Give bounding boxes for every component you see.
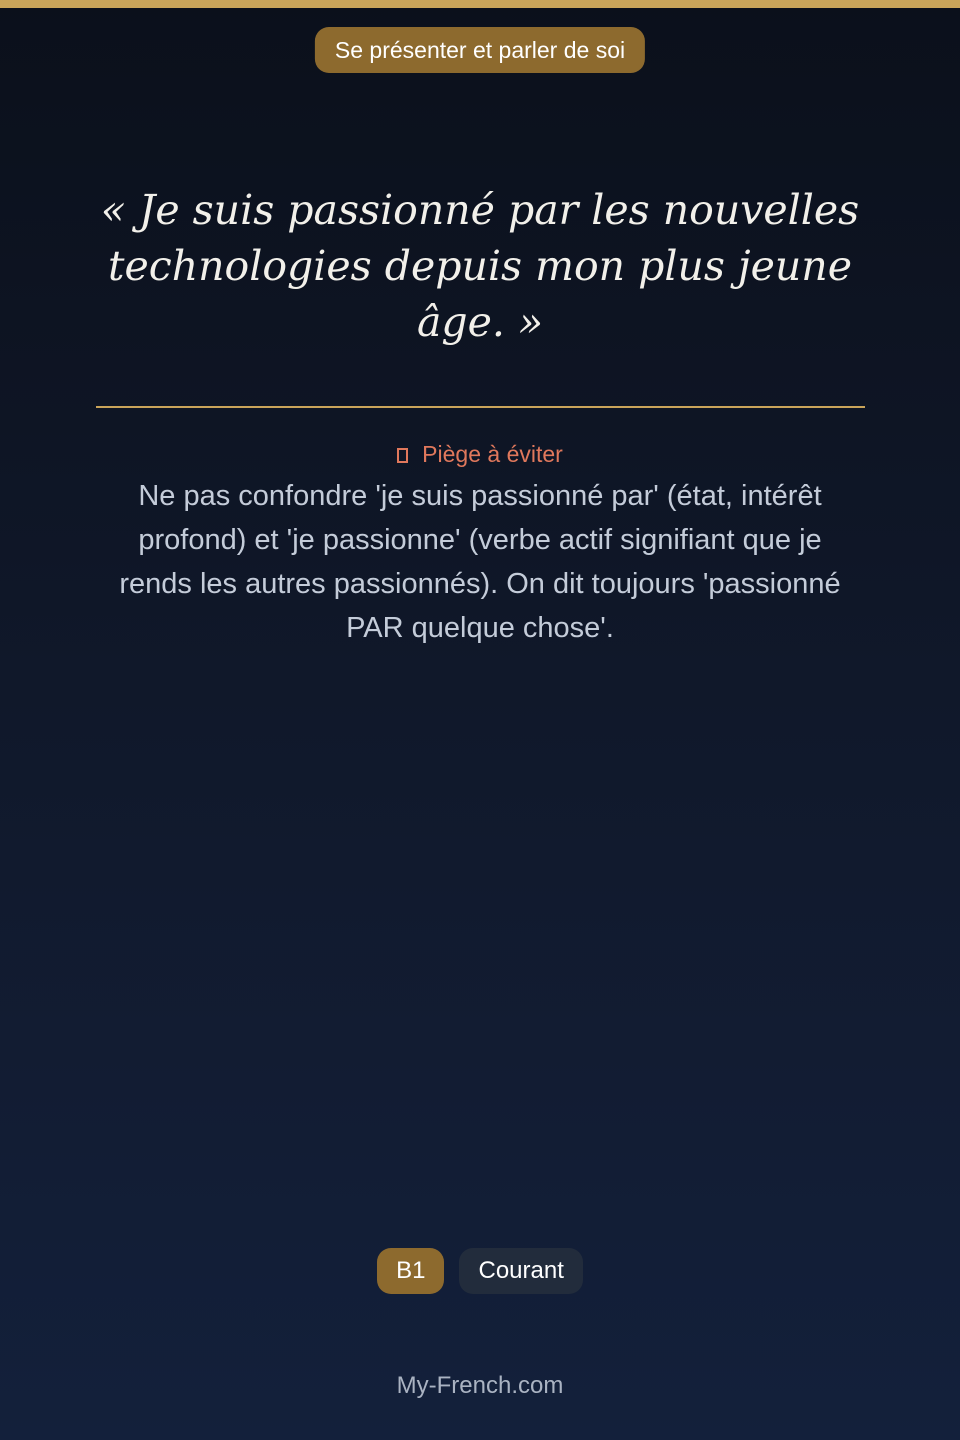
warning-icon bbox=[397, 448, 408, 463]
site-footer: My-French.com bbox=[396, 1372, 564, 1399]
divider bbox=[96, 406, 865, 408]
warning-heading bbox=[0, 438, 960, 470]
warning-title: Piège à éviter bbox=[422, 441, 563, 467]
example-quote: « Je suis passionné par les nouvelles technologies depuis mon plus jeune âge. » bbox=[100, 186, 860, 346]
tag-row bbox=[0, 1248, 960, 1294]
category-badge: Se présenter et parler de soi bbox=[315, 27, 645, 73]
register-tag: Courant bbox=[459, 1248, 582, 1294]
top-accent-bar bbox=[0, 0, 960, 8]
level-tag: B1 bbox=[377, 1248, 444, 1294]
warning-text: Ne pas confondre 'je suis passionné par' (état, intérêt profond) et 'je passionne' (verbe actif signifiant que je rends les autres passionnés). On dit toujours 'passionné PAR quelque chose'. bbox=[119, 480, 841, 644]
